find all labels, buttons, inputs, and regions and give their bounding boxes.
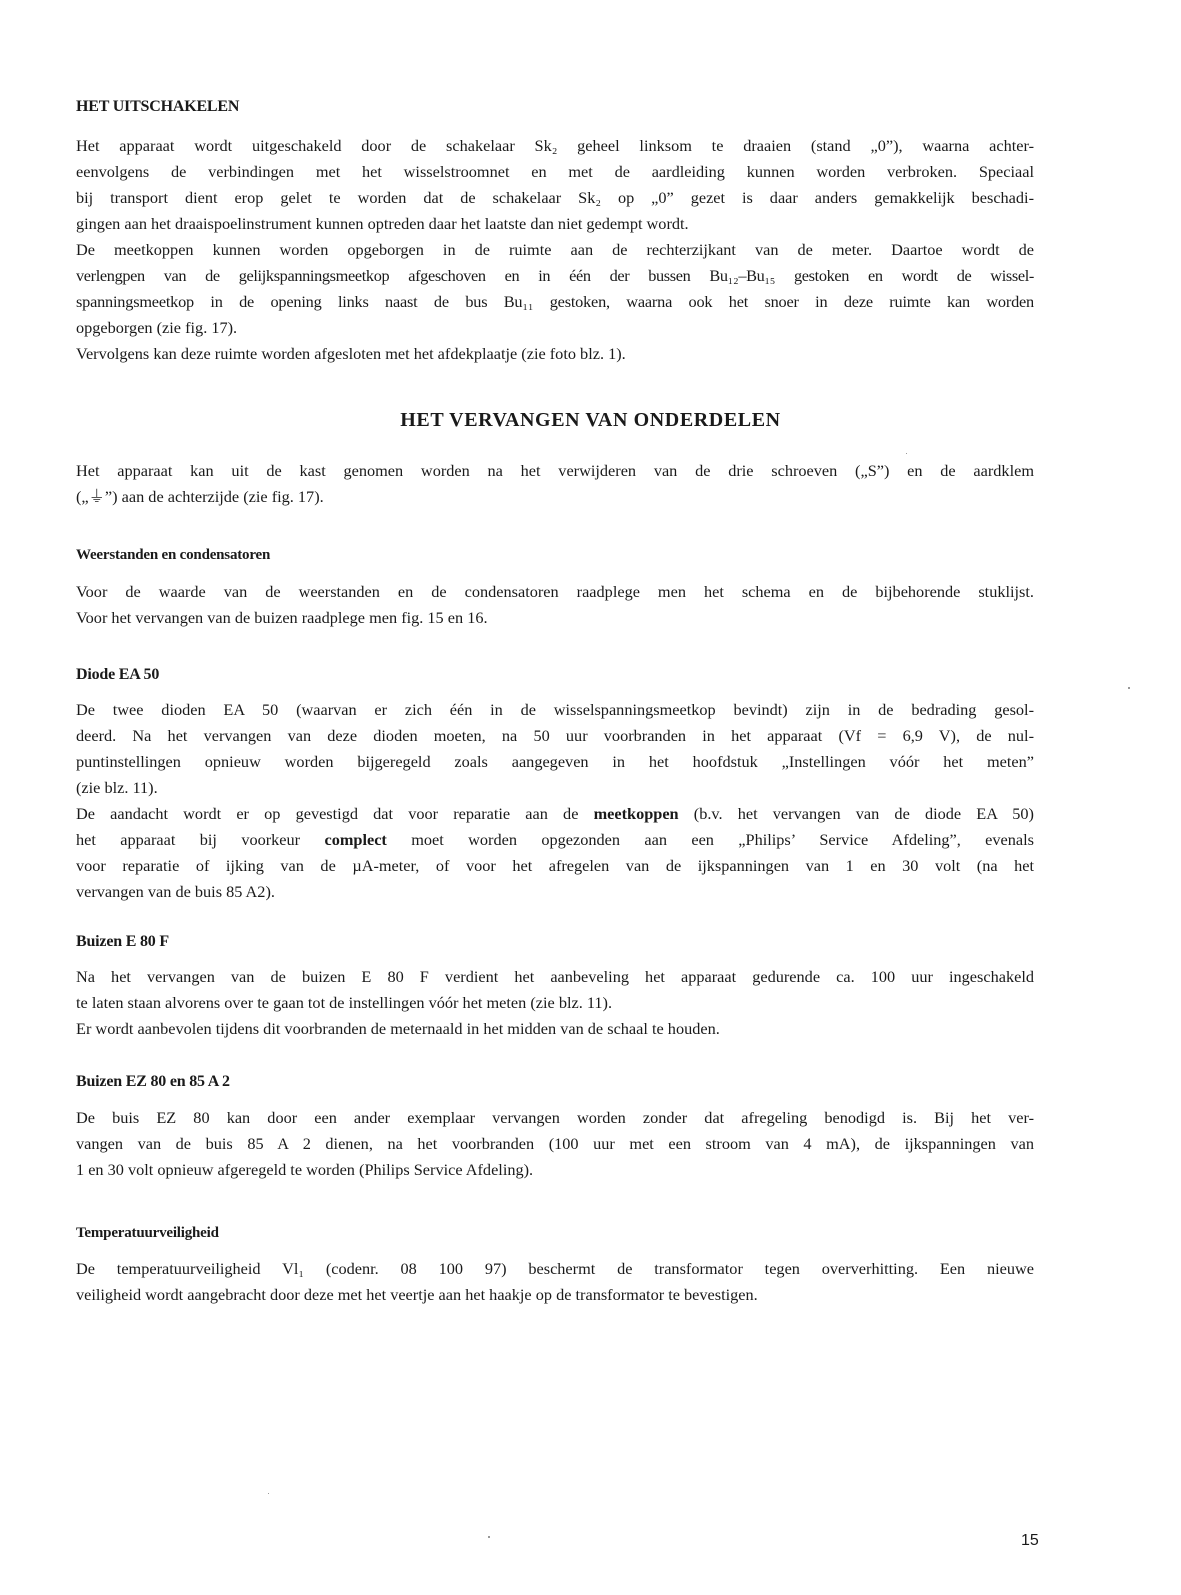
main-heading-vervangen: HET VERVANGEN VAN ONDERDELEN bbox=[400, 409, 781, 431]
text-line: puntinstellingen opnieuw worden bijgeregeld zoals aangegeven in het hoofdstuk „Instellingen vóór het meten” bbox=[76, 752, 1034, 771]
text-line: Voor de waarde van de weerstanden en de condensatoren raadplege men het schema en de bijbehorende stuklijst. bbox=[76, 582, 1034, 601]
paragraph-diode-1 bbox=[76, 697, 1034, 905]
text-line: deerd. Na het vervangen van deze dioden moeten, na 50 uur voorbranden in het apparaat (Vf = 6,9 V), de nul- bbox=[76, 726, 1034, 745]
text-line: 1 en 30 volt opnieuw afgeregeld te worden (Philips Service Afdeling). bbox=[76, 1160, 534, 1179]
text-run: De aandacht wordt er op gevestigd dat voor reparatie aan de bbox=[76, 804, 594, 823]
section-heading-uitschakelen: HET UITSCHAKELEN bbox=[76, 98, 240, 115]
subheading-e80f: Buizen E 80 F bbox=[76, 933, 169, 950]
text-line: bij transport dient erop gelet te worden dat de schakelaar Sk₂ op „0” gezet is daar anders gemakkelijk beschadi- bbox=[76, 188, 1034, 207]
text-line: eenvolgens de verbindingen met het wisselstroomnet en met de aardleiding kunnen worden verbroken. Speciaal bbox=[76, 162, 1034, 181]
text-line: vangen van de buis 85 A 2 dienen, na het voorbranden (100 uur met een stroom van 4 mA), de ijkspanningen van bbox=[76, 1134, 1034, 1153]
emphasis-complect: complect bbox=[324, 830, 387, 849]
text-line: (zie blz. 11). bbox=[76, 778, 158, 797]
paragraph-temperatuur bbox=[76, 1256, 1034, 1308]
text-run: het apparaat bij voorkeur bbox=[76, 830, 325, 849]
scan-artifact bbox=[488, 1536, 490, 1538]
text-line: De twee dioden EA 50 (waarvan er zich één in de wisselspanningsmeetkop bevindt) zijn in de bedrading gesol- bbox=[76, 700, 1034, 719]
text-line: veiligheid wordt aangebracht door deze met het veertje aan het haakje op de transformator te bevestigen. bbox=[76, 1285, 758, 1304]
text-line: Het apparaat kan uit de kast genomen worden na het verwijderen van de drie schroeven („S”) en de aardklem bbox=[76, 461, 1034, 480]
text-run: (b.v. het vervangen van de diode EA 50) bbox=[678, 804, 1034, 823]
text-line: De buis EZ 80 kan door een ander exemplaar vervangen worden zonder dat afregeling benodigd is. Bij het ver- bbox=[76, 1108, 1034, 1127]
scan-artifact bbox=[268, 1493, 269, 1494]
text-line: verlengpen van de gelijkspanningsmeetkop afgeschoven en in één der bussen Bu₁₂–Bu₁₅ gestoken en wordt de wissel- bbox=[76, 266, 1034, 285]
text-line: Voor het vervangen van de buizen raadplege men fig. 15 en 16. bbox=[76, 608, 488, 627]
text-run: moet worden opgezonden aan een „Philips’ Service Afdeling”, evenals bbox=[386, 830, 1035, 849]
emphasis-meetkoppen: meetkoppen bbox=[593, 804, 679, 823]
text-line bbox=[76, 827, 1034, 853]
subheading-diode: Diode EA 50 bbox=[76, 666, 160, 683]
text-line: opgeborgen (zie fig. 17). bbox=[76, 318, 238, 337]
paragraph-vervangen-intro bbox=[76, 458, 1034, 510]
text-line: Na het vervangen van de buizen E 80 F verdient het aanbeveling het apparaat gedurende ca. 100 uur ingeschakeld bbox=[76, 967, 1034, 986]
text-line: De meetkoppen kunnen worden opgeborgen in de ruimte aan de rechterzijkant van de meter. Daartoe wordt de bbox=[76, 240, 1034, 259]
text-line: vervangen van de buis 85 A2). bbox=[76, 882, 275, 901]
text-line: Er wordt aanbevolen tijdens dit voorbranden de meternaald in het midden van de schaal te houden. bbox=[76, 1019, 720, 1038]
text-line: („⏚”) aan de achterzijde (zie fig. 17). bbox=[76, 487, 324, 506]
paragraph-uitschakelen-1 bbox=[76, 133, 1034, 367]
scan-artifact bbox=[906, 453, 907, 454]
subheading-weerstanden: Weerstanden en condensatoren bbox=[76, 547, 271, 563]
text-line: spanningsmeetkop in de opening links naast de bus Bu₁₁ gestoken, waarna ook het snoer in deze ruimte kan worden bbox=[76, 292, 1034, 311]
text-line: Vervolgens kan deze ruimte worden afgesloten met het afdekplaatje (zie foto blz. 1). bbox=[76, 344, 626, 363]
text-line: te laten staan alvorens over te gaan tot de instellingen vóór het meten (zie blz. 11). bbox=[76, 993, 613, 1012]
text-line bbox=[76, 801, 1034, 827]
paragraph-e80f bbox=[76, 964, 1034, 1042]
text-line: voor reparatie of ijking van de µA-meter, of voor het afregelen van de ijkspanningen van 1 en 30 volt (na het bbox=[76, 856, 1034, 875]
paragraph-ez80 bbox=[76, 1105, 1034, 1183]
text-line: Het apparaat wordt uitgeschakeld door de schakelaar Sk₂ geheel linksom te draaien (stand „0”), waarna achter- bbox=[76, 136, 1034, 155]
text-line: gingen aan het draaispoelinstrument kunnen optreden daar het laatste dan niet gedempt wordt. bbox=[76, 214, 689, 233]
page-number: 15 bbox=[1021, 1532, 1039, 1549]
text-line: De temperatuurveiligheid Vl₁ (codenr. 08 100 97) beschermt de transformator tegen oververhitting. Een nieuwe bbox=[76, 1259, 1034, 1278]
subheading-temperatuur: Temperatuurveiligheid bbox=[76, 1225, 219, 1241]
paragraph-weerstanden bbox=[76, 579, 1034, 631]
subheading-ez80: Buizen EZ 80 en 85 A 2 bbox=[76, 1073, 230, 1090]
scan-artifact bbox=[1128, 687, 1130, 689]
